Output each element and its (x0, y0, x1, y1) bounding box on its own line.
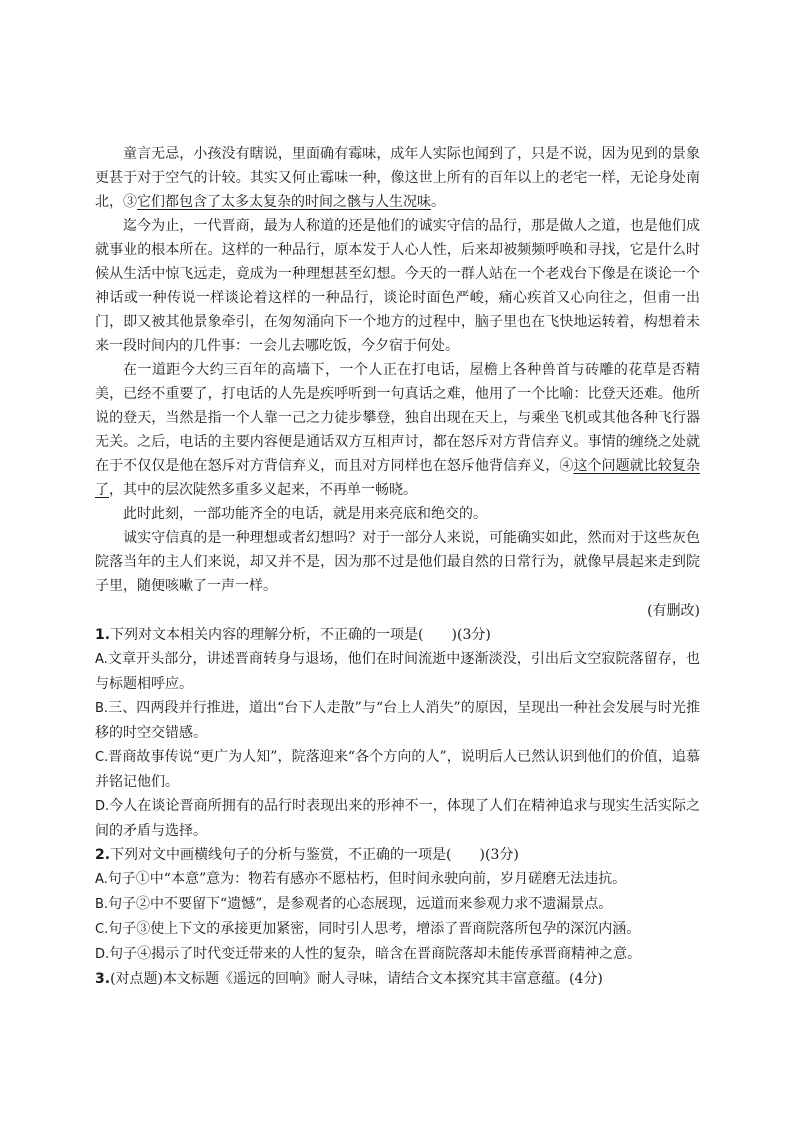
passage-paragraph-5: 诚实守信真的是一种理想或者幻想吗？对于一部分人来说，可能确实如此，然而对于这些灰色院落当年的主人们来说，却又并不是，因为那不过是他们最自然的日常行为，就像早晨起来走到院子里，随便咳嗽了一声一样。 (95, 530, 700, 594)
question-2-stem: 2.下列对文中画横线句子的分析与鉴赏，不正确的一项是( )(3分) (95, 847, 519, 863)
question-1-option-c: C.晋商故事传说“更广为人知”，院落迎来“各个方向的人”，说明后人已然认识到他们的价值，追慕并铭记他们。 (95, 749, 700, 790)
question-1-option-d: D.今人在谈论晋商所拥有的品行时表现出来的形神不一，体现了人们在精神追求与现实生活实际之间的矛盾与选择。 (95, 798, 700, 839)
source-note: (有删改) (647, 603, 700, 619)
question-3-stem: 3.(对点题)本文标题《遥远的回响》耐人寻味，请结合文本探究其丰富意蕴。(4分) (95, 971, 603, 987)
question-2-option-d: D.句子④揭示了时代变迁带来的人性的复杂，暗含在晋商院落却未能传承晋商精神之意。 (95, 946, 642, 962)
passage-paragraph-2: 迄今为止，一代晋商，最为人称道的还是他们的诚实守信的品行，那是做人之道，也是他们成就事业的根本所在。这样的一种品行，原本发于人心人性，后来却被频频呼唤和寻找，它是什么时候从生活中惊飞远走，竟成为一种理想甚至幻想。今天的一群人站在一个老戏台下像是在谈论一个神话或一种传说一样谈论着这样的一种品行，谈论时面色严峻，痛心疾首又心向往之，但甫一出门，即又被其他景象牵引，在匆匆涌向下一个地方的过程中，脑子里也在飞快地运转着，构想着未来一段时间内的几件事：一会儿去哪吃饭，今夕宿于何处。 (95, 218, 700, 354)
question-1-option-a: A.文章开头部分，讲述晋商转身与退场，他们在时间流逝中逐渐淡没，引出后文空寂院落留存，也与标题相呼应。 (95, 651, 700, 692)
question-2-option-a: A.句子①中“本意”意为：物若有感亦不愿枯朽，但时间永驶向前，岁月磋磨无法违抗。 (95, 871, 627, 887)
question-1-stem: 1.下列对文本相关内容的理解分析，不正确的一项是( )(3分) (95, 627, 491, 643)
question-2-option-b: B.句子②中不要留下“遗憾”，是参观者的心态展现，远道而来参观力求不遗漏景点。 (95, 896, 613, 912)
question-1-option-b: B.三、四两段并行推进，道出“台下人走散”与“台上人消失”的原因，呈现出一种社会发展与时光推移的时空交错感。 (95, 700, 700, 741)
question-2-option-c: C.句子③使上下文的承接更加紧密，同时引人思考，增添了晋商院落所包孕的深沉内涵。 (95, 921, 641, 937)
underlined-sentence-3: 它们都包含了太多太复杂的时间之骸与人生况味 (137, 194, 431, 210)
underlined-sentence-4: 这个问题就比较复杂了 (95, 458, 701, 498)
document-page (95, 142, 700, 991)
passage-paragraph-4: 此时此刻，一部功能齐全的电话，就是用来亮底和绝交的。 (123, 506, 487, 522)
passage-paragraph-1: 童言无忌，小孩没有瞎说，里面确有霉味，成年人实际也闻到了，只是不说，因为见到的景象更甚于对于空气的计较。其实又何止霉味一种，像这世上所有的百年以上的老宅一样，无论身处南北，③它们都包含了太多太复杂的时间之骸与人生况味。 (95, 146, 700, 210)
passage-paragraph-3: 在一道距今大约三百年的高墙下，一个人正在打电话，屋檐上各种兽首与砖雕的花草是否精美，已经不重要了，打电话的人先是疾呼听到一句真话之难，他用了一个比喻：比登天还难。他所说的登天，当然是指一个人靠一己之力徒步攀登，独自出现在天上，与乘坐飞机或其他各种飞行器无关。之后，电话的主要内容便是通话双方互相声讨，都在怒斥对方背信弃义。事情的缠绕之处就在于不仅仅是他在怒斥对方背信弃义，而且对方同样也在怒斥他背信弃义，④这个问题就比较复杂了，其中的层次陡然多重多义起来，不再单一畅晓。 (95, 362, 701, 498)
